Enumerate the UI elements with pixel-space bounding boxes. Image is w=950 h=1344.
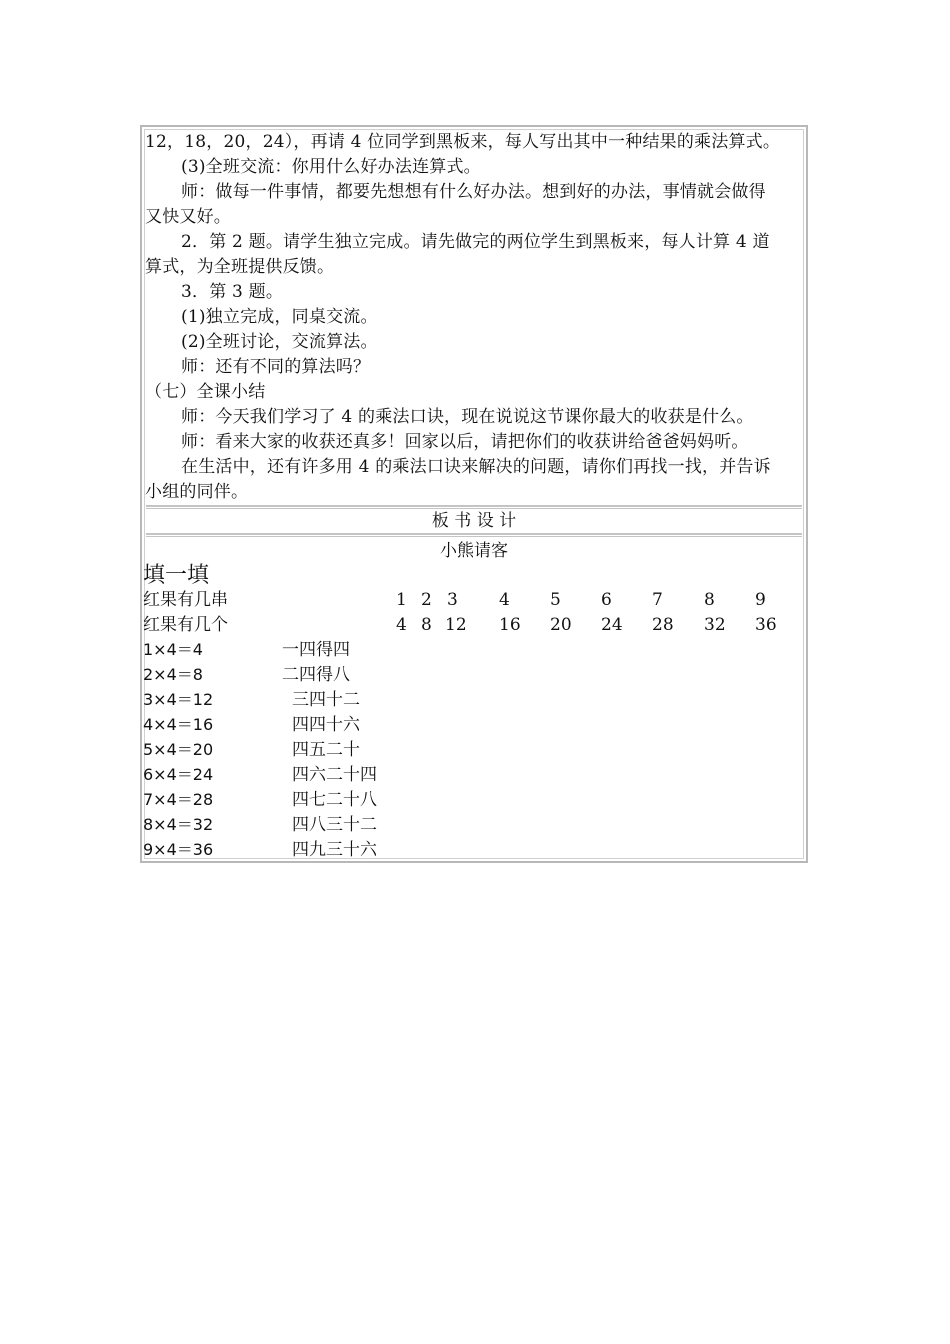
- row2-value: 28: [652, 615, 674, 635]
- row1-value: 4: [499, 590, 510, 610]
- row1-value: 9: [755, 590, 766, 610]
- row2-value: 8: [421, 615, 432, 635]
- paragraph-line: (2)全班讨论，交流算法。: [181, 332, 378, 352]
- row1-value: 5: [550, 590, 561, 610]
- rhyme: 三四十二: [292, 690, 360, 710]
- equation: 3×4＝12: [143, 690, 214, 709]
- row1-value: 7: [652, 590, 663, 610]
- paragraph-line: 又快又好。: [145, 207, 231, 227]
- row1-value: 1: [396, 590, 407, 610]
- paragraph-line: 12，18，20，24），再请 4 位同学到黑板来，每人写出其中一种结果的乘法算式。: [145, 132, 781, 152]
- row2-label: 红果有几个: [143, 615, 228, 635]
- paragraph-line: 3．第 3 题。: [181, 282, 284, 302]
- rhyme: 四九三十六: [292, 840, 377, 860]
- row1-label: 红果有几串: [143, 590, 228, 610]
- equation: 6×4＝24: [143, 765, 214, 784]
- rhyme: 四七二十八: [292, 790, 377, 810]
- equation: 1×4＝4: [143, 640, 203, 659]
- divider: [146, 533, 802, 537]
- row2-value: 20: [550, 615, 572, 635]
- paragraph-line: (1)独立完成，同桌交流。: [181, 307, 378, 327]
- paragraph-line: (3)全班交流：你用什么好办法连算式。: [181, 157, 481, 177]
- equation: 9×4＝36: [143, 840, 214, 859]
- fill-heading: 填一填: [143, 563, 210, 588]
- divider: [146, 505, 802, 509]
- equation: 4×4＝16: [143, 715, 214, 734]
- equation: 5×4＝20: [143, 740, 214, 759]
- paragraph-line: 师：做每一件事情，都要先想想有什么好办法。想到好的办法，事情就会做得: [181, 182, 766, 202]
- paragraph-line: 师：还有不同的算法吗？: [181, 357, 371, 377]
- row2-value: 16: [499, 615, 521, 635]
- row2-value: 24: [601, 615, 623, 635]
- paragraph-line: 师：今天我们学习了 4 的乘法口诀，现在说说这节课你最大的收获是什么。: [181, 407, 754, 427]
- equation: 8×4＝32: [143, 815, 214, 834]
- row2-value: 36: [755, 615, 777, 635]
- equation: 7×4＝28: [143, 790, 214, 809]
- paragraph-line: 小组的同伴。: [145, 482, 249, 502]
- paragraph-line: 在生活中，还有许多用 4 的乘法口诀来解决的问题，请你们再找一找，并告诉: [181, 457, 771, 477]
- rhyme: 四八三十二: [292, 815, 377, 835]
- board-title: 板 书 设 计: [431, 511, 517, 531]
- paragraph-line: 算式，为全班提供反馈。: [145, 257, 335, 277]
- equation: 2×4＝8: [143, 665, 203, 684]
- rhyme: 四五二十: [292, 740, 360, 760]
- row1-value: 8: [704, 590, 715, 610]
- row2-value: 32: [704, 615, 726, 635]
- row1-value: 3: [447, 590, 458, 610]
- row1-value: 6: [601, 590, 612, 610]
- rhyme: 一四得四: [282, 640, 350, 660]
- row2-value: 12: [445, 615, 467, 635]
- section-heading: （七）全课小结: [145, 382, 266, 402]
- paragraph-line: 师：看来大家的收获还真多！回家以后，请把你们的收获讲给爸爸妈妈听。: [181, 432, 749, 452]
- rhyme: 四六二十四: [292, 765, 377, 785]
- row2-value: 4: [396, 615, 407, 635]
- row1-value: 2: [421, 590, 432, 610]
- board-subtitle: 小熊请客: [440, 541, 508, 561]
- paragraph-line: 2．第 2 题。请学生独立完成。请先做完的两位学生到黑板来，每人计算 4 道: [181, 232, 770, 252]
- rhyme: 二四得八: [282, 665, 350, 685]
- rhyme: 四四十六: [292, 715, 360, 735]
